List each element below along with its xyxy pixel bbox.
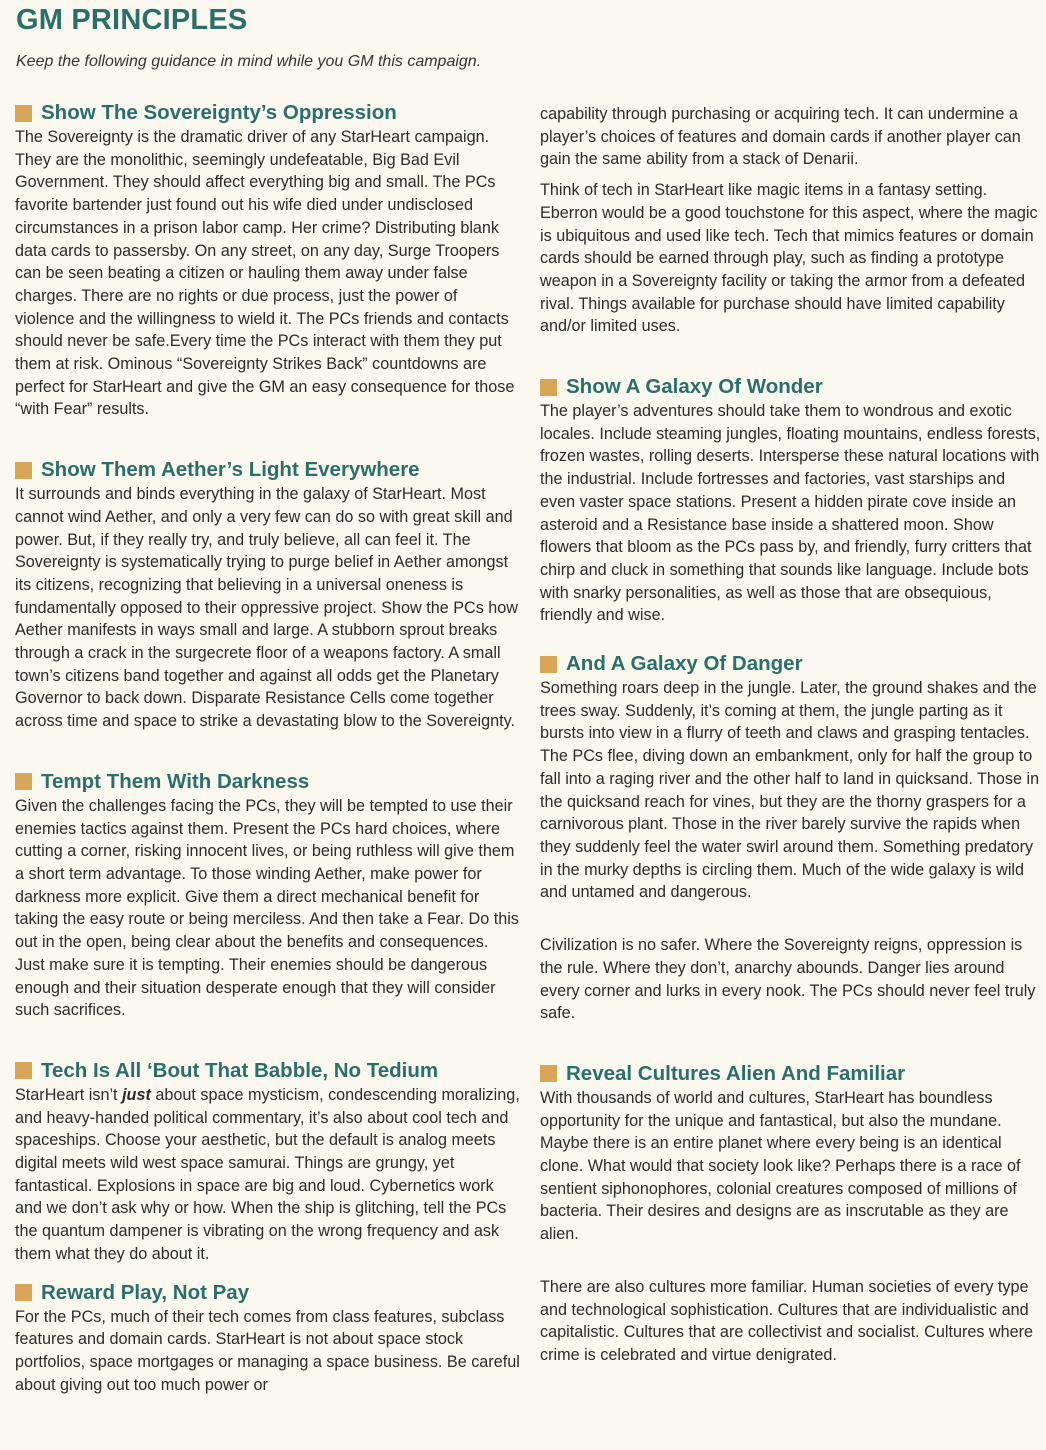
square-bullet-icon (15, 773, 32, 790)
section-heading (15, 457, 521, 483)
section-tech (15, 1058, 521, 1266)
section-heading-label: Show Them Aether’s Light Everywhere (41, 458, 420, 482)
square-bullet-icon (15, 1284, 32, 1301)
page-title: GM PRINCIPLES (16, 4, 248, 36)
section-oppression (15, 100, 521, 421)
section-heading (15, 1058, 521, 1084)
intro-text: Keep the following guidance in mind while you GM this campaign. (16, 53, 482, 70)
section-heading (540, 1061, 1042, 1087)
square-bullet-icon (540, 656, 557, 673)
section-heading-label: Reveal Cultures Alien And Familiar (566, 1061, 906, 1085)
section-darkness (15, 769, 521, 1022)
square-bullet-icon (15, 1062, 32, 1079)
section-danger (540, 651, 1042, 1025)
section-heading-label: Show A Galaxy Of Wonder (566, 375, 823, 399)
section-heading (15, 100, 521, 126)
section-paragraph: capability through purchasing or acquiring tech. It can undermine a player’s choices of features and domain cards if another player can gain the same ability from a stack of Denarii. (540, 105, 1021, 169)
right-column (540, 103, 1042, 1367)
section-aether (15, 457, 521, 733)
section-reward (15, 1280, 521, 1397)
section-paragraph: Think of tech in StarHeart like magic items in a fantasy setting. Eberron would be a good touchstone for this aspect, where the magic is ubiquitous and used like tech. Tech that mimics features or domain cards should be earned through play, such as finding a prototype weapon in a Sovereignty facility or taking the armor from a defeated rival. Things available for purchase should have limited capability and/or limited uses. (540, 181, 1038, 336)
left-column (15, 100, 521, 1396)
square-bullet-icon (540, 379, 557, 396)
section-wonder (540, 374, 1042, 627)
square-bullet-icon (15, 105, 32, 122)
section-paragraph: The player’s adventures should take them to wondrous and exotic locales. Include steaming jungles, floating mountains, endless forests, frozen wastes, rolling deserts. Intersperse these natural locations with the industrial. Include fortresses and factories, vast starships and even vaster space stations. Present a hidden pirate cove inside an asteroid and a Resistance base inside a shattered moon. Show flowers that bloom as the PCs pass by, and friendly, furry critters that chirp and cluck in something that sounds like language. Include bots with snarky personalities, as well as those that are obsequious, friendly and wise. (540, 402, 1041, 625)
section-heading-label: Show The Sovereignty’s Oppression (41, 101, 397, 124)
section-heading-label: Tempt Them With Darkness (41, 769, 310, 793)
section-paragraph: With thousands of world and cultures, StarHeart has boundless opportunity for the unique and fantastical, but also the mundane. Maybe there is an entire planet where every being is an identical clone. What would that society look like? Perhaps there is a race of sentient siphonophores, colonial creatures composed of millions of bacteria. Their desires and designs are as inscrutable as they are alien. (540, 1088, 1021, 1244)
square-bullet-icon (15, 462, 32, 479)
section-paragraph: There are also cultures more familiar. Human societies of every type and technological sophistication. Cultures that are individualistic and capitalistic. Cultures that are collectivist and socialist. Cultures where crime is celebrated and virtue denigrated. (540, 1277, 1034, 1364)
text-run: about space mysticism, condescending moralizing, and heavy-handed political commentary, it’s also about cool tech and spaceships. Choose your aesthetic, but the default is analog meets digital meets wild west space samurai. Things are grungy, yet fantastical. Explosions in space are big and loud. Cybernetics work and we don’t ask why or how. When the ship is glitching, tell the PCs the quantum dampener is vibrating on the wrong frequency and ask them what they do about it. (15, 1085, 520, 1263)
section-paragraph: For the PCs, much of their tech comes from class features, subclass features and domain cards. StarHeart is not about space stock portfolios, space mortgages or managing a space business. Be careful about giving out too much power or (15, 1307, 520, 1394)
section-paragraph: Something roars deep in the jungle. Later, the ground shakes and the trees sway. Suddenly, it’s coming at them, the jungle parting as it bursts into view in a flurry of teeth and claws and grasping tentacles. The PCs flee, diving down an embankment, only for half the group to fall into a raging river and the other half to land in quicksand. Those in the quicksand reach for vines, but they are the thorny graspers for a carnivorous plant. Those in the river barely survive the rapids when they suddenly feel the water swirl around them. Something predatory in the murky depths is circling them. Much of the wide galaxy is wild and untamed and dangerous. (540, 679, 1040, 902)
section-paragraph: The Sovereignty is the dramatic driver of any StarHeart campaign. They are the monolithic, seemingly undefeatable, Big Bad Evil Government. They should affect everything big and small. The PCs favorite bartender just found out his wife died under undisclosed circumstances in a prison labor camp. Her crime? Distributing blank data cards to passersby. On any street, on any day, Surge Troopers can be seen beating a citizen or hauling them away under false charges. There are no rights or due process, just the power of violence and the willingness to wield it. The PCs friends and contacts should never be safe.Every time the PCs interact with them they put them at risk. Ominous “Sovereignty Strikes Back” countdowns are perfect for StarHeart and give the GM an easy consequence for those “with Fear” results. (15, 128, 515, 419)
section-paragraph (15, 1084, 521, 1266)
section-heading (540, 651, 1042, 677)
section-paragraph: It surrounds and binds everything in the galaxy of StarHeart. Most cannot wind Aether, and only a very few can do so with great skill and power. But, if they really try, and truly believe, all can feel it. The Sovereignty is systematically trying to purge belief in Aether amongst its citizens, recognizing that believing in a universal oneness is fundamentally opposed to their oppressive project. Show the PCs how Aether manifests in ways small and large. A stubborn sprout breaks through a crack in the surgecrete floor of a weapons factory. A small town’s citizens band together and against all odds get the Planetary Governor to back down. Disparate Resistance Cells come together across time and space to strike a devastating blow to the Sovereignty. (15, 485, 518, 731)
section-heading-label: And A Galaxy Of Danger (566, 652, 803, 676)
section-cultures (540, 1061, 1042, 1367)
section-paragraph: Given the challenges facing the PCs, they will be tempted to use their enemies tactics against them. Present the PCs hard choices, where cutting a corner, risking innocent lives, or being ruthless will give them a short term advantage. To those winding Aether, make power for darkness more explicit. Give them a direct mechanical benefit for taking the easy route or being merciless. And then take a Fear. Do this out in the open, being clear about the benefits and consequences. Just make sure it is tempting. Their enemies should be dangerous enough and their situation desperate enough that they will consider such sacrifices. (15, 796, 519, 1020)
section-paragraph: Civilization is no safer. Where the Sovereignty reigns, oppression is the rule. Where they don’t, anarchy abounds. Danger lies around every corner and lurks in every nook. The PCs should never feel truly safe. (540, 936, 1036, 1023)
section-reward-continued (540, 103, 1042, 338)
section-heading (540, 374, 1042, 400)
emphasis-text: just (122, 1085, 151, 1104)
section-heading (15, 1280, 521, 1306)
square-bullet-icon (540, 1065, 557, 1082)
section-heading (15, 769, 521, 795)
section-heading-label: Tech Is All ‘Bout That Babble, No Tedium (41, 1058, 439, 1082)
section-heading-label: Reward Play, Not Pay (41, 1280, 250, 1304)
text-run: StarHeart isn’t (15, 1085, 123, 1104)
